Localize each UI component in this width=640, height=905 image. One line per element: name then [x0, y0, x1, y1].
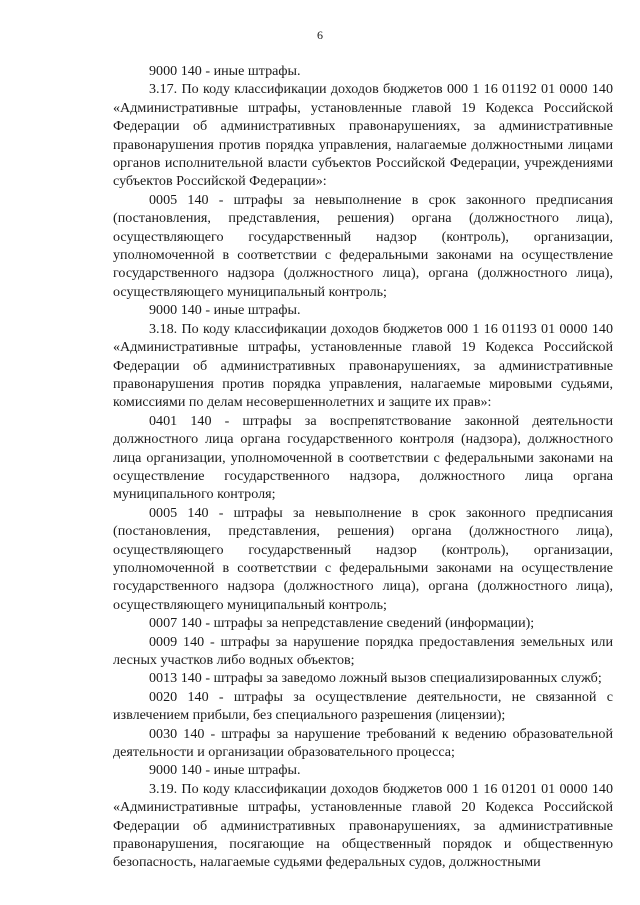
paragraph-code-0030: 0030 140 - штрафы за нарушение требований к ведению образовательной деятельности и организации образовательного процесса;	[113, 725, 613, 761]
paragraph-code-0005-b: 0005 140 - штрафы за невыполнение в срок законного предписания (постановления, представления, решения) органа (должностного лица), осуществляющего государственный надзор (контроль), организации, уполномоченной в соответствии с федеральными законами на осуществление государственного надзора (должностного лица), органа (должностного лица), осуществляющего муниципальный контроль;	[113, 504, 613, 613]
paragraph-section-3-17: 3.17. По коду классификации доходов бюджетов 000 1 16 01192 01 0000 140 «Административные штрафы, установленные главой 19 Кодекса Российской Федерации об административных правонарушениях, за административные правонарушения против порядка управления, налагаемые должностными лицами органов исполнительной власти субъектов Российской Федерации, учреждениями субъектов Российской Федерации»:	[113, 81, 613, 190]
paragraph-code-0020: 0020 140 - штрафы за осуществление деятельности, не связанной с извлечением прибыли, без специального разрешения (лицензии);	[113, 688, 613, 724]
paragraph-section-3-19: 3.19. По коду классификации доходов бюджетов 000 1 16 01201 01 0000 140 «Административные штрафы, установленные главой 20 Кодекса Российской Федерации об административных правонарушениях, за административные правонарушения, посягающие на общественный порядок и общественную безопасность, налагаемые судьями федеральных судов, должностными	[113, 780, 613, 871]
paragraph-code-0005: 0005 140 - штрафы за невыполнение в срок законного предписания (постановления, представления, решения) органа (должностного лица), осуществляющего государственный надзор (контроль), организации, уполномоченной в соответствии с федеральными законами на осуществление государственного надзора (должностного лица), органа (должностного лица), осуществляющего муниципальный контроль;	[113, 191, 613, 300]
paragraph-other-fines-1: 9000 140 - иные штрафы.	[149, 63, 301, 79]
paragraph-section-3-18: 3.18. По коду классификации доходов бюджетов 000 1 16 01193 01 0000 140 «Административные штрафы, установленные главой 19 Кодекса Российской Федерации об административных правонарушениях, за административные правонарушения против порядка управления, налагаемые мировыми судьями, комиссиями по делам несовершеннолетних и защите их прав»:	[113, 320, 613, 411]
paragraph-other-fines-2: 9000 140 - иные штрафы.	[149, 302, 301, 319]
document-body	[113, 62, 613, 872]
paragraph-code-0401: 0401 140 - штрафы за воспрепятствование законной деятельности должностного лица органа государственного контроля (надзора), должностного лица организации, уполномоченной в соответствии с федеральными законами на осуществление государственного надзора, должностного лица органа муниципального контроля;	[113, 412, 613, 503]
page-number: 6	[317, 28, 323, 42]
paragraph-code-0007: 0007 140 - штрафы за непредставление сведений (информации);	[149, 615, 535, 632]
paragraph-other-fines-3: 9000 140 - иные штрафы.	[149, 762, 301, 779]
paragraph-code-0013: 0013 140 - штрафы за заведомо ложный вызов специализированных служб;	[149, 670, 602, 687]
paragraph-code-0009: 0009 140 - штрафы за нарушение порядка предоставления земельных или лесных участков либо водных объектов;	[113, 633, 613, 668]
